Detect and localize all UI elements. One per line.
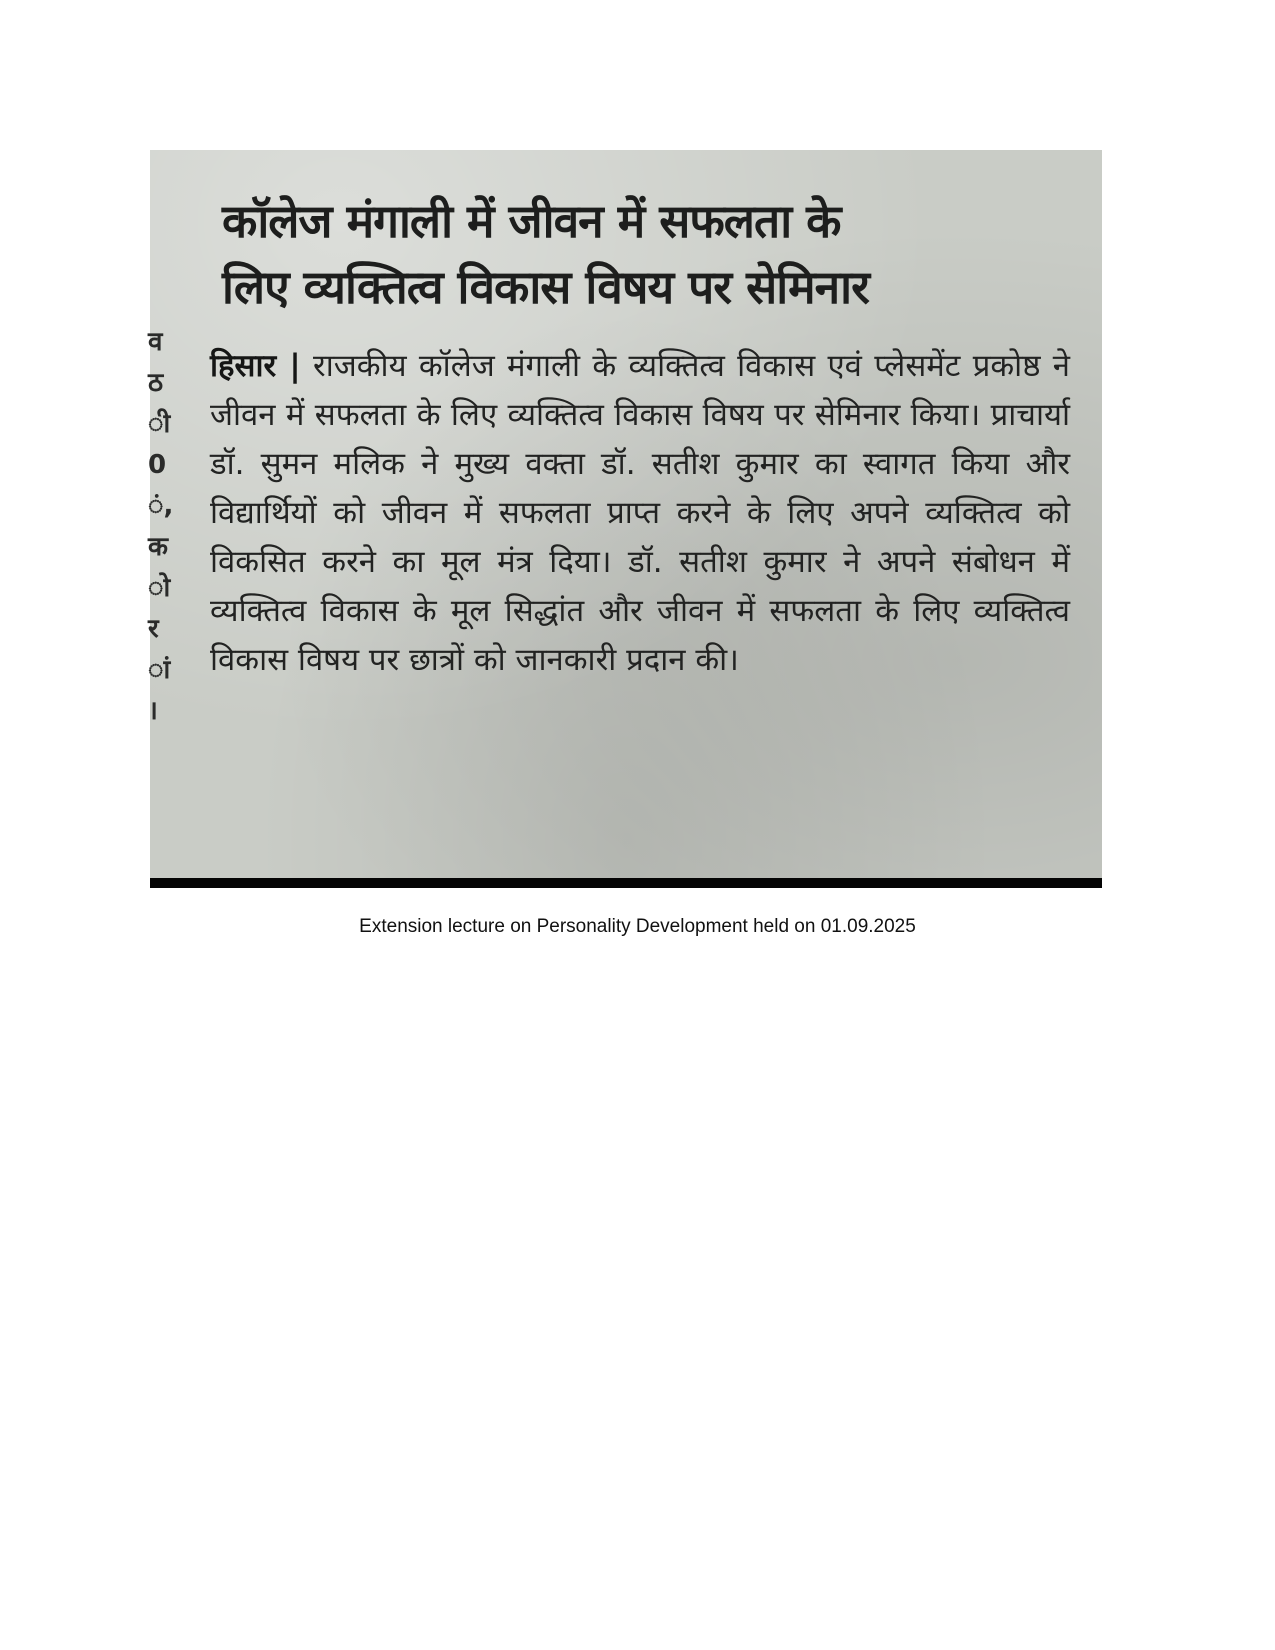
- newspaper-clipping: [150, 150, 1102, 888]
- article-text: राजकीय कॉलेज मंगाली के व्यक्तित्व विकास एवं प्लेसमेंट प्रकोष्ठ ने जीवन में सफलता के लिए व्यक्तित्व विकास विषय पर सेमिनार किया। प्राचार्या डॉ. सुमन मलिक ने मुख्य वक्ता डॉ. सतीश कुमार का स्वागत किया और विद्यार्थियों को जीवन में सफलता प्राप्त करने के लिए अपने व्यक्तित्व को विकसित करने का मूल मंत्र दिया। डॉ. सतीश कुमार ने अपने संबोधन में व्यक्तित्व विकास के मूल सिद्धांत और जीवन में सफलता के लिए व्यक्तित्व विकास विषय पर छात्रों को जानकारी प्रदान की।: [210, 348, 1070, 678]
- fragment: व: [148, 327, 163, 357]
- page-caption: Extension lecture on Personality Development held on 01.09.2025: [359, 916, 916, 937]
- fragment: ठ: [148, 368, 164, 398]
- fragment: ां: [148, 655, 171, 685]
- fragment: ो: [148, 573, 171, 603]
- fragment: 0: [148, 450, 167, 480]
- adjacent-column-fragments: [148, 322, 174, 732]
- fragment: ं,: [148, 491, 174, 521]
- fragment: र: [148, 614, 159, 644]
- article-headline: [222, 188, 1082, 320]
- fragment: ।: [148, 696, 158, 726]
- headline-line-2: लिए व्यक्तित्व विकास विषय पर सेमिनार: [222, 260, 869, 314]
- fragment: क: [148, 532, 168, 562]
- article-body: [210, 342, 1070, 685]
- fragment: ी: [148, 409, 171, 439]
- dateline: हिसार |: [210, 348, 301, 384]
- headline-line-1: कॉलेज मंगाली में जीवन में सफलता के: [222, 194, 841, 248]
